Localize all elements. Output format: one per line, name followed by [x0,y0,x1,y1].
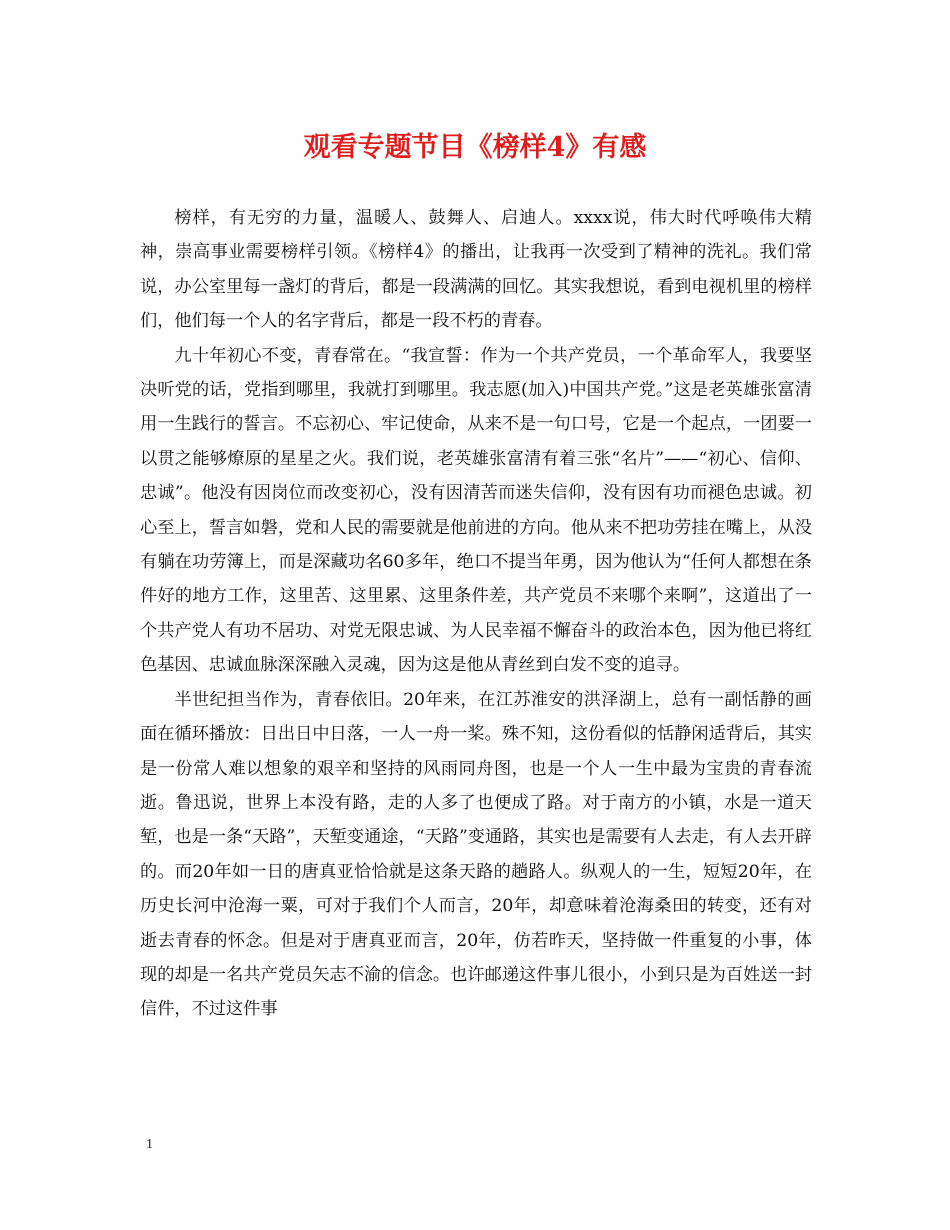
document-body [140,201,812,1027]
paragraph-2: 九十年初心不变，青春常在。“我宣誓：作为一个共产党员，一个革命军人，我要坚决听党的话，党指到哪里，我就打到哪里。我志愿(加入)中国共产党。”这是老英雄张富清用一生践行的誓言。不忘初心、牢记使命，从来不是一句口号，它是一个起点，一团要一以贯之能够燎原的星星之火。我们说，老英雄张富清有着三张“名片”——“初心、信仰、忠诚”。他没有因岗位而改变初心，没有因清苦而迷失信仰，没有因有功而褪色忠诚。初心至上，誓言如磐，党和人民的需要就是他前进的方向。他从来不把功劳挂在嘴上，从没有躺在功劳簿上，而是深藏功名60多年，绝口不提当年勇，因为他认为“任何人都想在条件好的地方工作，这里苦、这里累、这里条件差，共产党员不来哪个来啊”，这道出了一个共产党人有功不居功、对党无限忠诚、为人民幸福不懈奋斗的政治本色，因为他已将红色基因、忠诚血脉深深融入灵魂，因为这是他从青丝到白发不变的追寻。 [140,345,812,676]
paragraph-3: 半世纪担当作为，青春依旧。20年来，在江苏淮安的洪泽湖上，总有一副恬静的画面在循环播放：日出日中日落，一人一舟一桨。殊不知，这份看似的恬静闲适背后，其实是一份常人难以想象的艰辛和坚持的风雨同舟图，也是一个人一生中最为宝贵的青春流逝。鲁迅说，世界上本没有路，走的人多了也便成了路。对于南方的小镇，水是一道天堑，也是一条“天路”，天堑变通途，“天路”变通路，其实也是需要有人去走，有人去开辟的。而20年如一日的唐真亚恰恰就是这条天路的趟路人。纵观人的一生，短短20年，在历史长河中沧海一粟，可对于我们个人而言，20年，却意味着沧海桑田的转变，还有对逝去青春的怀念。但是对于唐真亚而言，20年，仿若昨天，坚持做一件重复的小事，体现的却是一名共产党员矢志不渝的信念。也许邮递这件事儿很小，小到只是为百姓送一封信件，不过这件事 [140,689,812,1020]
page-number: 1 [146,1137,153,1152]
document-title: 观看专题节目《榜样4》有感 [303,132,647,163]
paragraph-1: 榜样，有无穷的力量，温暖人、鼓舞人、启迪人。xxxx说，伟大时代呼唤伟大精神，崇高事业需要榜样引领。《榜样4》的播出，让我再一次受到了精神的洗礼。我们常说，办公室里每一盏灯的背后，都是一段满满的回忆。其实我想说，看到电视机里的榜样们，他们每一个人的名字背后，都是一段不朽的青春。 [140,208,812,332]
